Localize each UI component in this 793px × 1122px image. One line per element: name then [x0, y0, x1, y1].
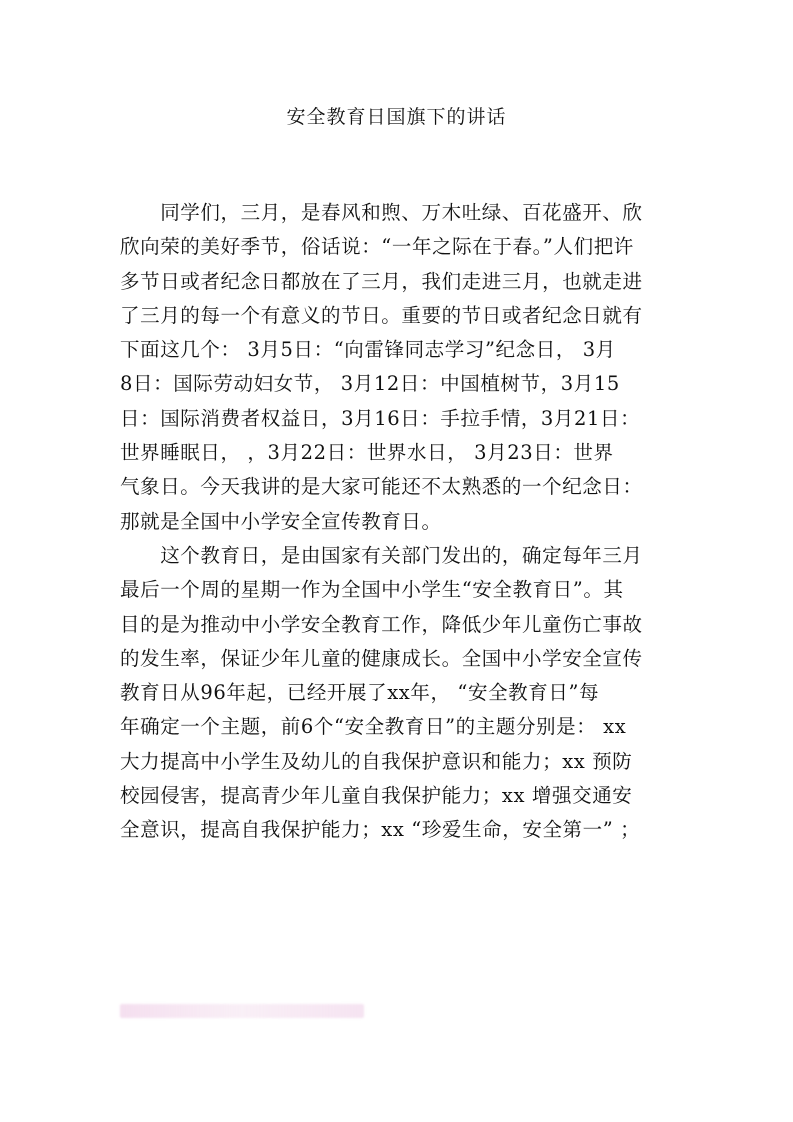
paragraph-line: 欣向荣的美好季节，俗话说：“一年之际在于春。”人们把许: [120, 235, 634, 259]
paragraph-line: 下面这几个： 3月5日：“向雷锋同志学习”纪念日， 3月: [120, 338, 616, 362]
paragraph-line: 那就是全国中小学安全宣传教育日。: [120, 509, 442, 533]
paragraph-line: 全意识，提高自我保护能力；xx “珍爱生命，安全第一” ；: [120, 818, 641, 842]
document-title: 安全教育日国旗下的讲话: [286, 106, 507, 128]
paragraph-line: 日：国际消费者权益日，3月16日：手拉手情，3月21日：: [120, 406, 641, 430]
paragraph-line: 年确定一个主题，前6个“安全教育日”的主题分别是： xx: [120, 715, 627, 739]
paragraph-line: 世界睡眠日， ，3月22日：世界水日， 3月23日：世界: [120, 441, 614, 465]
paragraph-line: 的发生率，保证少年儿童的健康成长。全国中小学安全宣传: [120, 646, 643, 670]
document-body: [120, 196, 676, 848]
paragraph-line: 气象日。今天我讲的是大家可能还不太熟悉的一个纪念日：: [120, 475, 643, 499]
paragraph-line: 校园侵害，提高青少年儿童自我保护能力；xx 增强交通安: [120, 784, 633, 808]
paragraph-line: 这个教育日，是由国家有关部门发出的，确定每年三月: [120, 543, 643, 567]
paragraph-line: 8日：国际劳动妇女节， 3月12日：中国植树节，3月15: [120, 372, 620, 396]
paragraph-line: 目的是为推动中小学安全教育工作，降低少年儿童伤亡事故: [120, 612, 643, 636]
watermark: [120, 1004, 364, 1018]
paragraph-line: 同学们，三月，是春风和煦、万木吐绿、百花盛开、欣: [120, 201, 643, 224]
paragraph-line: 教育日从96年起，已经开展了xx年， “安全教育日”每: [120, 681, 600, 705]
paragraph-line: 最后一个周的星期一作为全国中小学生“安全教育日”。其: [120, 578, 624, 602]
paragraph-line: 多节日或者纪念日都放在了三月，我们走进三月，也就走进: [120, 269, 643, 293]
paragraph-line: 大力提高中小学生及幼儿的自我保护意识和能力；xx 预防: [120, 749, 633, 773]
paragraph-line: 了三月的每一个有意义的节日。重要的节日或者纪念日就有: [120, 303, 643, 327]
